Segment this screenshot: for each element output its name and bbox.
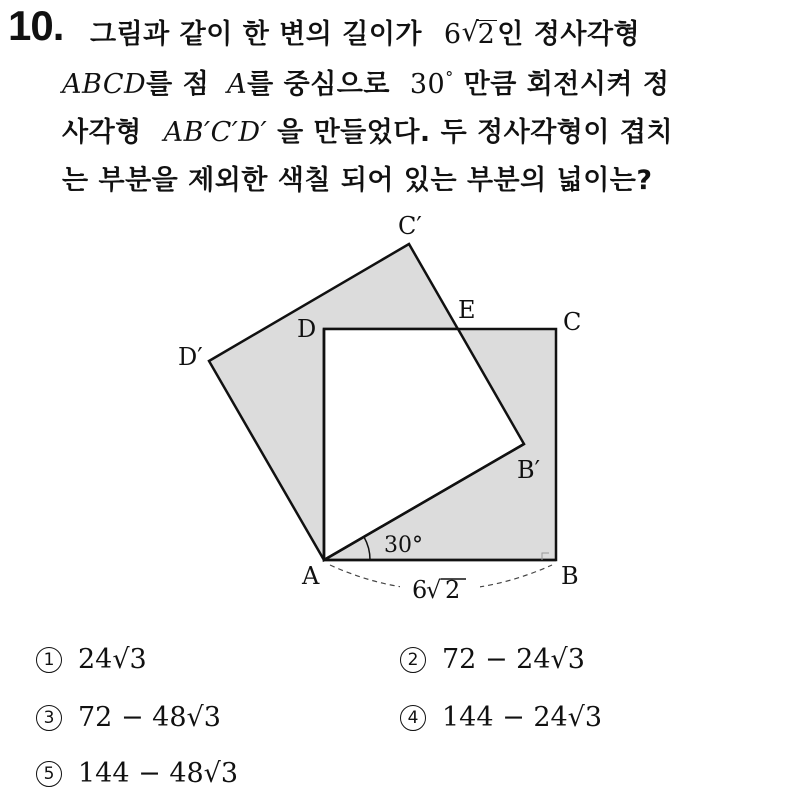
side-length-sqrt-symbol: √ xyxy=(426,576,442,604)
question-text: 만큼 회전시켜 정 xyxy=(463,69,670,100)
side-length-rad-label: 2 xyxy=(445,576,461,604)
question-text: 를 점 xyxy=(146,69,210,100)
choice-1[interactable] xyxy=(36,644,147,675)
question-text: 인 정사각형 xyxy=(497,19,641,50)
label-C-prime: C′ xyxy=(398,212,422,240)
center-point: A xyxy=(227,69,248,100)
label-A: A xyxy=(302,562,320,590)
choice-4[interactable] xyxy=(400,702,602,733)
rotation-angle: 30 xyxy=(409,69,446,100)
question-text: 그림과 같이 한 변의 길이가 xyxy=(90,19,423,50)
rotated-square-name: AB′C′D′ xyxy=(163,117,268,148)
label-E: E xyxy=(458,296,476,324)
choice-marker: 1 xyxy=(36,647,62,673)
choice-text: 144 − 48√3 xyxy=(78,758,239,789)
angle-label: 30° xyxy=(384,533,423,558)
question-text: 는 부분을 제외한 색칠 되어 있는 부분의 넓이는? xyxy=(62,165,653,196)
side-length-coef-label: 6 xyxy=(412,576,428,604)
choice-marker: 2 xyxy=(400,647,426,673)
choice-marker: 5 xyxy=(36,761,62,787)
choice-text: 144 − 24√3 xyxy=(442,702,603,733)
label-B-prime: B′ xyxy=(517,456,541,484)
choice-text: 72 − 24√3 xyxy=(442,644,585,675)
choice-text: 24√3 xyxy=(78,644,147,675)
choice-marker: 4 xyxy=(400,705,426,731)
degree-sign: ° xyxy=(445,68,454,87)
label-D-prime: D′ xyxy=(178,343,203,371)
question-number: 10. xyxy=(8,2,64,49)
choice-5[interactable] xyxy=(36,758,238,789)
side-length-coef: 6 xyxy=(443,19,462,50)
label-D: D xyxy=(297,315,317,343)
choice-2[interactable] xyxy=(400,644,585,675)
label-B: B xyxy=(561,562,579,590)
choice-3[interactable] xyxy=(36,702,221,733)
label-C: C xyxy=(563,308,582,336)
side-length-sqrt: √ 2 xyxy=(462,19,498,50)
choice-text: 72 − 48√3 xyxy=(78,702,221,733)
choice-marker: 3 xyxy=(36,705,62,731)
question-text: 를 중심으로 xyxy=(247,69,390,100)
question-text: 을 만들었다. 두 정사각형이 겹치 xyxy=(277,117,674,148)
question-text: 사각형 xyxy=(62,117,142,148)
square-name: ABCD xyxy=(62,69,147,100)
